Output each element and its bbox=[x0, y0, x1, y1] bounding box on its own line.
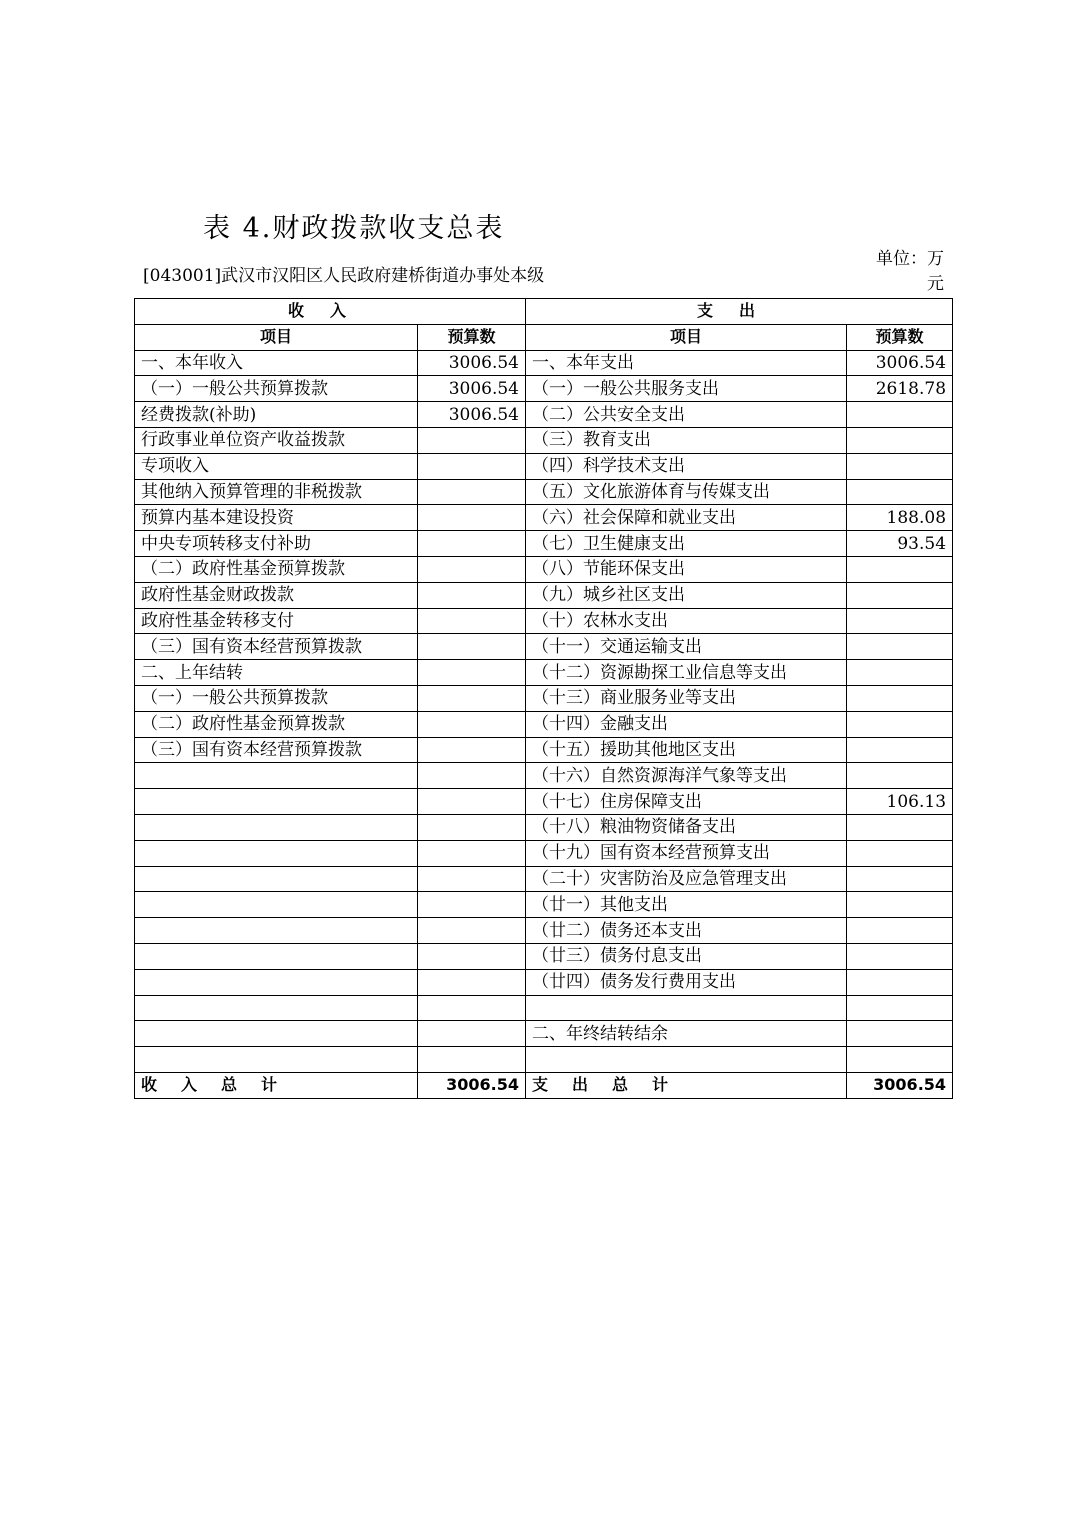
expense-value-cell bbox=[847, 943, 953, 969]
table-row bbox=[135, 608, 953, 634]
income-value-cell bbox=[418, 685, 526, 711]
table-row bbox=[135, 711, 953, 737]
expense-item-cell: （十八）粮油物资储备支出 bbox=[526, 814, 847, 840]
income-value-cell bbox=[418, 892, 526, 918]
expense-item-cell: （五）文化旅游体育与传媒支出 bbox=[526, 479, 847, 505]
income-item-cell bbox=[135, 814, 418, 840]
table-row bbox=[135, 660, 953, 686]
income-item-cell: （三）国有资本经营预算拨款 bbox=[135, 737, 418, 763]
expense-item-cell: （廿二）债务还本支出 bbox=[526, 918, 847, 944]
expense-item-cell: （二）公共安全支出 bbox=[526, 402, 847, 428]
income-item-cell: 政府性基金财政拨款 bbox=[135, 582, 418, 608]
table-row bbox=[135, 427, 953, 453]
expense-item-cell: （九）城乡社区支出 bbox=[526, 582, 847, 608]
income-value-cell: 3006.54 bbox=[418, 376, 526, 402]
expense-value-cell bbox=[847, 453, 953, 479]
expense-item-cell: （十三）商业服务业等支出 bbox=[526, 685, 847, 711]
income-value-cell bbox=[418, 453, 526, 479]
page-title: 表 4.财政拨款收支总表 bbox=[203, 213, 505, 244]
expense-value-cell bbox=[847, 402, 953, 428]
expense-value-cell bbox=[847, 608, 953, 634]
table-row bbox=[135, 634, 953, 660]
income-value-cell bbox=[418, 608, 526, 634]
expense-value-cell bbox=[847, 969, 953, 995]
income-item-cell: （三）国有资本经营预算拨款 bbox=[135, 634, 418, 660]
expense-item-cell bbox=[526, 1047, 847, 1073]
income-value-cell bbox=[418, 737, 526, 763]
expense-value-cell bbox=[847, 814, 953, 840]
income-item-cell bbox=[135, 866, 418, 892]
income-item-cell: （一）一般公共预算拨款 bbox=[135, 685, 418, 711]
expense-item-cell bbox=[526, 995, 847, 1021]
expense-item-cell: （十九）国有资本经营预算支出 bbox=[526, 840, 847, 866]
income-item-cell bbox=[135, 1021, 418, 1047]
expense-value-cell: 188.08 bbox=[847, 505, 953, 531]
income-item-cell: 其他纳入预算管理的非税拨款 bbox=[135, 479, 418, 505]
income-item-cell: 预算内基本建设投资 bbox=[135, 505, 418, 531]
expense-item-cell: （十一）交通运输支出 bbox=[526, 634, 847, 660]
expense-value-cell bbox=[847, 892, 953, 918]
expense-item-cell: （廿三）债务付息支出 bbox=[526, 943, 847, 969]
income-value-cell bbox=[418, 531, 526, 557]
income-value-cell bbox=[418, 763, 526, 789]
expense-total-label: 支出总计 bbox=[526, 1072, 847, 1098]
expense-item-cell: （二十）灾害防治及应急管理支出 bbox=[526, 866, 847, 892]
table-row bbox=[135, 376, 953, 402]
expense-item-cell: （十七）住房保障支出 bbox=[526, 789, 847, 815]
income-value-cell bbox=[418, 995, 526, 1021]
income-value-cell bbox=[418, 634, 526, 660]
header-row-columns bbox=[135, 324, 953, 350]
income-item-cell: 经费拨款(补助) bbox=[135, 402, 418, 428]
table-row bbox=[135, 969, 953, 995]
expense-budget-header: 预算数 bbox=[847, 324, 953, 350]
income-item-cell: 一、本年收入 bbox=[135, 350, 418, 376]
income-value-cell bbox=[418, 789, 526, 815]
income-item-cell bbox=[135, 969, 418, 995]
income-value-cell bbox=[418, 918, 526, 944]
expense-value-cell bbox=[847, 582, 953, 608]
expense-item-cell: （一）一般公共服务支出 bbox=[526, 376, 847, 402]
table-row bbox=[135, 685, 953, 711]
expense-item-cell: 一、本年支出 bbox=[526, 350, 847, 376]
expense-item-cell: （十四）金融支出 bbox=[526, 711, 847, 737]
expense-value-cell bbox=[847, 711, 953, 737]
expense-value-cell bbox=[847, 918, 953, 944]
table-row bbox=[135, 840, 953, 866]
income-value-cell bbox=[418, 814, 526, 840]
income-value-cell bbox=[418, 711, 526, 737]
income-value-cell bbox=[418, 556, 526, 582]
total-row bbox=[135, 1072, 953, 1098]
expense-value-cell: 3006.54 bbox=[847, 350, 953, 376]
table-row bbox=[135, 995, 953, 1021]
income-total-label: 收入总计 bbox=[135, 1072, 418, 1098]
income-value-cell: 3006.54 bbox=[418, 402, 526, 428]
income-value-cell bbox=[418, 1047, 526, 1073]
expense-value-cell bbox=[847, 1021, 953, 1047]
income-item-cell: 二、上年结转 bbox=[135, 660, 418, 686]
income-value-cell bbox=[418, 840, 526, 866]
expense-value-cell bbox=[847, 995, 953, 1021]
expense-item-cell: （廿四）债务发行费用支出 bbox=[526, 969, 847, 995]
table-row bbox=[135, 582, 953, 608]
income-item-cell: 专项收入 bbox=[135, 453, 418, 479]
expense-item-cell: （六）社会保障和就业支出 bbox=[526, 505, 847, 531]
income-item-cell bbox=[135, 995, 418, 1021]
table-row bbox=[135, 789, 953, 815]
income-item-cell bbox=[135, 943, 418, 969]
income-item-cell bbox=[135, 789, 418, 815]
header-row-sections bbox=[135, 299, 953, 325]
income-total-value: 3006.54 bbox=[418, 1072, 526, 1098]
table-row bbox=[135, 531, 953, 557]
expense-value-cell: 2618.78 bbox=[847, 376, 953, 402]
table-row bbox=[135, 1021, 953, 1047]
table-row bbox=[135, 479, 953, 505]
table-row bbox=[135, 814, 953, 840]
expense-value-cell bbox=[847, 427, 953, 453]
income-item-cell bbox=[135, 918, 418, 944]
income-value-cell bbox=[418, 660, 526, 686]
table-row bbox=[135, 892, 953, 918]
income-value-cell: 3006.54 bbox=[418, 350, 526, 376]
income-item-header: 项目 bbox=[135, 324, 418, 350]
income-item-cell bbox=[135, 763, 418, 789]
expense-item-cell: （七）卫生健康支出 bbox=[526, 531, 847, 557]
expense-value-cell bbox=[847, 634, 953, 660]
income-item-cell: 政府性基金转移支付 bbox=[135, 608, 418, 634]
table-row bbox=[135, 505, 953, 531]
expense-value-cell bbox=[847, 866, 953, 892]
expense-value-cell bbox=[847, 685, 953, 711]
expense-value-cell bbox=[847, 660, 953, 686]
income-item-cell: 行政事业单位资产收益拨款 bbox=[135, 427, 418, 453]
table-row bbox=[135, 943, 953, 969]
expense-item-cell: （十）农林水支出 bbox=[526, 608, 847, 634]
income-item-cell bbox=[135, 840, 418, 866]
income-value-cell bbox=[418, 969, 526, 995]
table-row bbox=[135, 1047, 953, 1073]
expense-value-cell: 93.54 bbox=[847, 531, 953, 557]
income-item-cell: （一）一般公共预算拨款 bbox=[135, 376, 418, 402]
expense-value-cell bbox=[847, 556, 953, 582]
table-row bbox=[135, 918, 953, 944]
expense-value-cell: 106.13 bbox=[847, 789, 953, 815]
income-value-cell bbox=[418, 427, 526, 453]
income-value-cell bbox=[418, 582, 526, 608]
expense-value-cell bbox=[847, 479, 953, 505]
expense-item-cell: 二、年终结转结余 bbox=[526, 1021, 847, 1047]
income-value-cell bbox=[418, 479, 526, 505]
income-item-cell: （二）政府性基金预算拨款 bbox=[135, 711, 418, 737]
income-item-cell bbox=[135, 892, 418, 918]
table-row bbox=[135, 556, 953, 582]
expense-value-cell bbox=[847, 1047, 953, 1073]
table-row bbox=[135, 737, 953, 763]
expense-item-cell: （四）科学技术支出 bbox=[526, 453, 847, 479]
table-row bbox=[135, 453, 953, 479]
expense-item-cell: （三）教育支出 bbox=[526, 427, 847, 453]
income-value-cell bbox=[418, 866, 526, 892]
income-item-cell: （二）政府性基金预算拨款 bbox=[135, 556, 418, 582]
budget-table bbox=[134, 298, 953, 1099]
expense-value-cell bbox=[847, 840, 953, 866]
income-item-cell bbox=[135, 1047, 418, 1073]
expense-item-cell: （十六）自然资源海洋气象等支出 bbox=[526, 763, 847, 789]
expense-item-cell: （廿一）其他支出 bbox=[526, 892, 847, 918]
table-row bbox=[135, 402, 953, 428]
unit-label: 单位：万元 bbox=[876, 249, 944, 294]
income-value-cell bbox=[418, 505, 526, 531]
budget-table-body bbox=[135, 299, 953, 1099]
expense-item-cell: （八）节能环保支出 bbox=[526, 556, 847, 582]
table-row bbox=[135, 866, 953, 892]
expense-item-cell: （十二）资源勘探工业信息等支出 bbox=[526, 660, 847, 686]
expense-value-cell bbox=[847, 763, 953, 789]
table-row bbox=[135, 763, 953, 789]
expense-item-header: 项目 bbox=[526, 324, 847, 350]
expense-total-value: 3006.54 bbox=[847, 1072, 953, 1098]
income-item-cell: 中央专项转移支付补助 bbox=[135, 531, 418, 557]
income-value-cell bbox=[418, 1021, 526, 1047]
expense-section-header: 支出 bbox=[526, 299, 953, 325]
table-row bbox=[135, 350, 953, 376]
income-section-header: 收入 bbox=[135, 299, 526, 325]
organization-label: [043001]武汉市汉阳区人民政府建桥街道办事处本级 bbox=[143, 266, 545, 286]
expense-value-cell bbox=[847, 737, 953, 763]
income-value-cell bbox=[418, 943, 526, 969]
income-budget-header: 预算数 bbox=[418, 324, 526, 350]
expense-item-cell: （十五）援助其他地区支出 bbox=[526, 737, 847, 763]
